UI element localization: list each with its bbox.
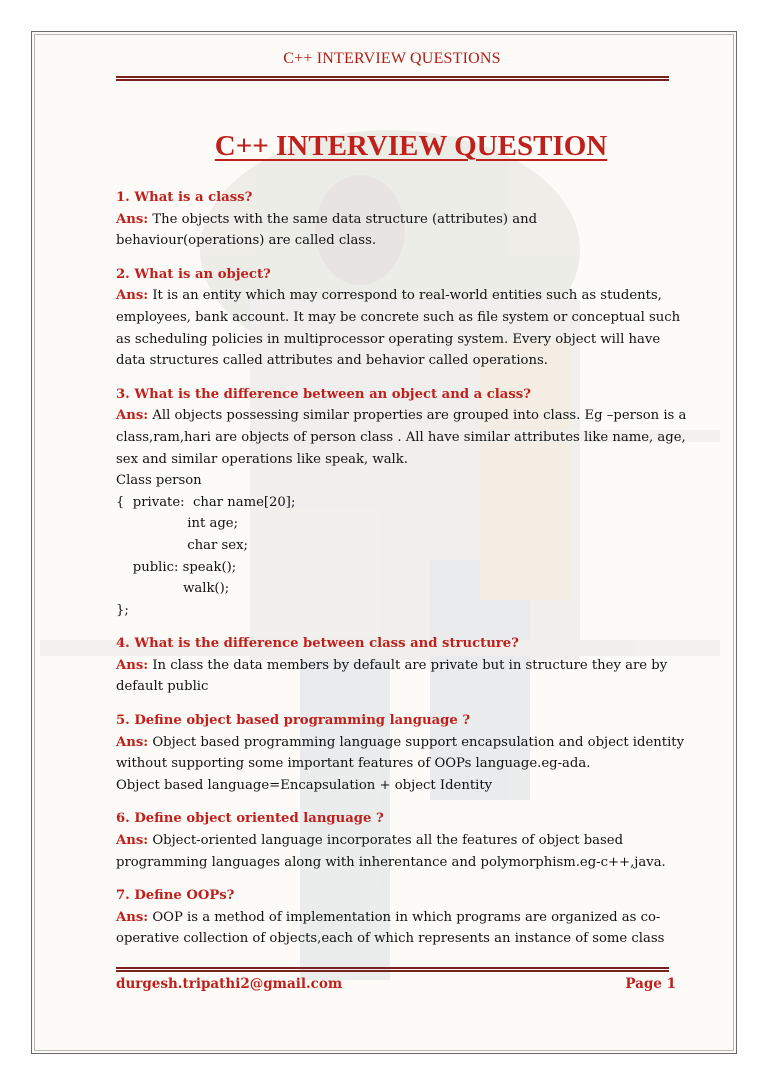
code-line: int age; [116, 516, 239, 532]
header-rule [116, 76, 669, 81]
code-line: Class person [116, 473, 202, 489]
answer-line: as scheduling policies in multiprocessor operating system. Every object will have [116, 331, 661, 347]
answer-line [116, 405, 687, 427]
answer-label: Ans: [116, 408, 149, 424]
answer-label: Ans: [116, 734, 149, 750]
answer-line [116, 907, 676, 929]
answer-line: operative collection of objects,each of which represents an instance of some class [116, 931, 665, 947]
answer-line: default public [116, 679, 209, 695]
answer-line: without supporting some important features of OOPs language.eg-ada. [116, 756, 591, 772]
code-line: walk(); [116, 581, 230, 597]
answer-line [116, 209, 676, 231]
question-block [116, 885, 676, 950]
answer-text: In class the data members by default are private but in structure they are by [152, 657, 668, 673]
code-line: char sex; [116, 537, 248, 553]
answer-line [116, 830, 676, 852]
footer-page-number: Page 1 [625, 976, 676, 992]
question-block [116, 187, 676, 252]
answer-text: OOP is a method of implementation in which programs are organized as co- [152, 909, 661, 925]
answer-line [116, 732, 685, 754]
question-block [116, 710, 685, 796]
document-title: C++ INTERVIEW QUESTION [214, 130, 608, 162]
question-title: 1. What is a class? [116, 190, 253, 205]
code-line: { private: char name[20]; [116, 494, 296, 510]
answer-line: employees, bank account. It may be concrete such as file system or conceptual such [116, 309, 681, 325]
answer-line: programming languages along with inherentance and polymorphism.eg-c++,java. [116, 854, 666, 870]
answer-text: Object-oriented language incorporates all the features of object based [152, 833, 624, 849]
question-block [116, 633, 676, 698]
question-block [116, 808, 676, 873]
footer-rule [116, 967, 669, 972]
answer-line: behaviour(operations) are called class. [116, 233, 377, 249]
question-block [116, 264, 681, 372]
code-line: }; [116, 602, 129, 618]
question-title: 2. What is an object? [116, 266, 271, 282]
answer-line [116, 285, 676, 307]
question-title: 6. Define object oriented language ? [116, 811, 384, 827]
footer-email: durgesh.tripathi2@gmail.com [116, 976, 343, 992]
answer-text: All objects possessing similar properties are grouped into class. Eg –person is a [152, 408, 687, 424]
answer-text: Object based programming language support encapsulation and object identity [152, 734, 685, 750]
answer-line: sex and similar operations like speak, walk. [116, 451, 408, 467]
question-title: 4. What is the difference between class and structure? [116, 636, 519, 652]
answer-label: Ans: [116, 909, 149, 925]
running-header: C++ INTERVIEW QUESTIONS [283, 50, 501, 67]
code-line: public: speak(); [116, 559, 237, 575]
answer-text: It is an entity which may correspond to real-world entities such as students, [152, 288, 662, 304]
answer-label: Ans: [116, 288, 149, 304]
answer-line: data structures called attributes and behavior called operations. [116, 353, 548, 369]
question-title: 5. Define object based programming language ? [116, 713, 471, 729]
question-title: 7. Define OOPs? [116, 888, 235, 904]
question-title: 3. What is the difference between an object and a class? [116, 386, 531, 402]
answer-text: The objects with the same data structure (attributes) and [152, 211, 538, 227]
answer-line: class,ram,hari are objects of person class . All have similar attributes like name, age, [116, 429, 686, 445]
content-body [116, 187, 687, 950]
question-block [116, 384, 687, 622]
answer-label: Ans: [116, 833, 149, 849]
answer-label: Ans: [116, 211, 149, 227]
answer-line [116, 655, 676, 677]
answer-label: Ans: [116, 657, 149, 673]
answer-line: Object based language=Encapsulation + object Identity [116, 777, 493, 793]
